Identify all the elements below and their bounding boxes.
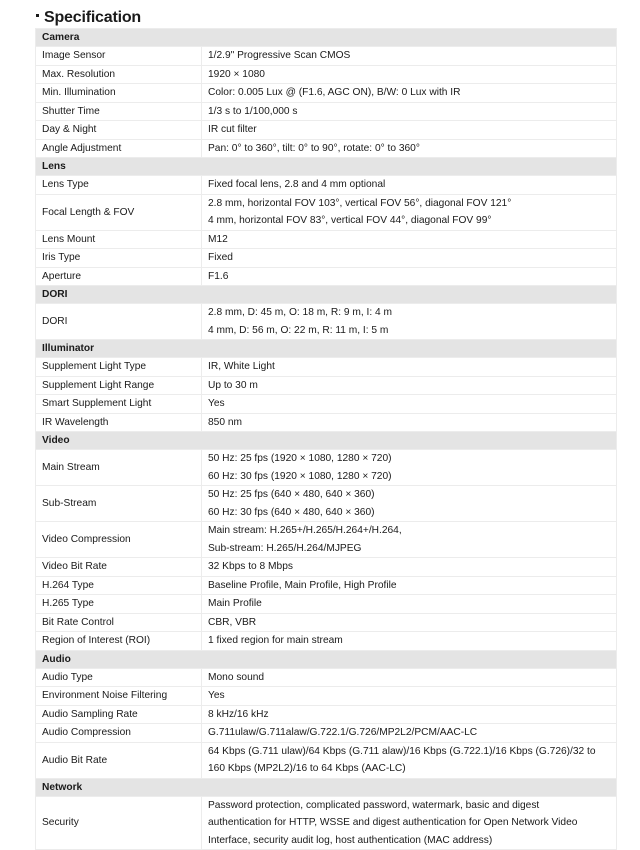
spec-value xyxy=(202,413,617,432)
spec-value-line: F1.6 xyxy=(208,270,229,282)
spec-value-line: 50 Hz: 25 fps (640 × 480, 640 × 360) xyxy=(208,489,375,500)
spec-value xyxy=(202,230,617,249)
table-row xyxy=(36,395,617,414)
spec-value xyxy=(202,668,617,687)
spec-value-line: Main stream: H.265+/H.265/H.264+/H.264, xyxy=(208,525,402,536)
spec-label: Angle Adjustment xyxy=(36,139,202,158)
spec-value-line: 1920 × 1080 xyxy=(208,68,265,80)
spec-value-line: 60 Hz: 30 fps (1920 × 1080, 1280 × 720) xyxy=(208,470,392,482)
table-row xyxy=(36,576,617,595)
spec-label: Supplement Light Type xyxy=(36,358,202,377)
spec-label: Supplement Light Range xyxy=(36,376,202,395)
table-row xyxy=(36,450,617,486)
spec-value xyxy=(202,194,617,230)
table-row xyxy=(36,176,617,195)
section-header xyxy=(36,158,617,176)
spec-value-line: M12 xyxy=(208,233,228,245)
spec-value xyxy=(202,304,617,340)
spec-value xyxy=(202,595,617,614)
section-title: Network xyxy=(36,778,617,796)
table-row xyxy=(36,742,617,778)
spec-value-line: Yes xyxy=(208,690,225,701)
spec-value-line: 64 Kbps (G.711 ulaw)/64 Kbps (G.711 alaw)/16 Kbps (G.722.1)/16 Kbps (G.726)/32 to xyxy=(208,745,596,757)
spec-value xyxy=(202,358,617,377)
spec-label: Aperture xyxy=(36,267,202,286)
spec-value-line: CBR, VBR xyxy=(208,616,257,628)
spec-value xyxy=(202,102,617,121)
spec-label: Lens Type xyxy=(36,176,202,195)
spec-value-line: 50 Hz: 25 fps (1920 × 1080, 1280 × 720) xyxy=(208,453,392,464)
table-row xyxy=(36,121,617,140)
spec-value-line: 4 mm, D: 56 m, O: 22 m, R: 11 m, I: 5 m xyxy=(208,324,389,336)
section-header xyxy=(36,778,617,796)
spec-value-line: Main Profile xyxy=(208,598,262,609)
table-row xyxy=(36,613,617,632)
specification-table xyxy=(35,28,617,850)
spec-value-line: G.711ulaw/G.711alaw/G.722.1/G.726/MP2L2/PCM/AAC-LC xyxy=(208,727,478,738)
section-header xyxy=(36,340,617,358)
spec-value-line: Baseline Profile, Main Profile, High Profile xyxy=(208,579,397,591)
table-row xyxy=(36,724,617,743)
spec-label: Audio Bit Rate xyxy=(36,742,202,778)
spec-label: Environment Noise Filtering xyxy=(36,687,202,706)
spec-value-line: 160 Kbps (MP2L2)/16 to 64 Kbps (AAC-LC) xyxy=(208,763,406,774)
spec-label: Max. Resolution xyxy=(36,65,202,84)
section-header xyxy=(36,286,617,304)
table-row xyxy=(36,558,617,577)
spec-label: Bit Rate Control xyxy=(36,613,202,632)
table-row xyxy=(36,796,617,850)
table-row xyxy=(36,595,617,614)
spec-label: Video Compression xyxy=(36,522,202,558)
spec-value xyxy=(202,522,617,558)
section-title: Lens xyxy=(36,158,617,176)
spec-value xyxy=(202,376,617,395)
spec-value xyxy=(202,742,617,778)
table-row xyxy=(36,632,617,651)
spec-label: Main Stream xyxy=(36,450,202,486)
spec-label: Region of Interest (ROI) xyxy=(36,632,202,651)
spec-value-line: 1 fixed region for main stream xyxy=(208,635,343,646)
spec-value xyxy=(202,65,617,84)
section-title: Illuminator xyxy=(36,340,617,358)
spec-label: IR Wavelength xyxy=(36,413,202,432)
spec-value-line: 2.8 mm, horizontal FOV 103°, vertical FOV 56°, diagonal FOV 121° xyxy=(208,197,512,209)
spec-value-line: 8 kHz/16 kHz xyxy=(208,708,269,720)
spec-value xyxy=(202,724,617,743)
table-row xyxy=(36,267,617,286)
spec-label: Day & Night xyxy=(36,121,202,140)
spec-value-line: 1/2.9" Progressive Scan CMOS xyxy=(208,50,351,61)
spec-value-line: 2.8 mm, D: 45 m, O: 18 m, R: 9 m, I: 4 m xyxy=(208,307,392,318)
section-header xyxy=(36,650,617,668)
table-row xyxy=(36,139,617,158)
spec-label: Audio Type xyxy=(36,668,202,687)
spec-value xyxy=(202,687,617,706)
spec-value xyxy=(202,121,617,140)
spec-value-line: 1/3 s to 1/100,000 s xyxy=(208,105,298,117)
spec-label: Min. Illumination xyxy=(36,84,202,103)
table-row xyxy=(36,84,617,103)
table-row xyxy=(36,376,617,395)
spec-label: Sub-Stream xyxy=(36,486,202,522)
spec-value xyxy=(202,47,617,66)
spec-label: Iris Type xyxy=(36,249,202,268)
spec-value-line: Sub-stream: H.265/H.264/MJPEG xyxy=(208,542,362,554)
spec-label: Shutter Time xyxy=(36,102,202,121)
spec-value xyxy=(202,84,617,103)
spec-value-line: 850 nm xyxy=(208,416,242,428)
table-row xyxy=(36,249,617,268)
spec-value-line: Fixed focal lens, 2.8 and 4 mm optional xyxy=(208,179,386,190)
table-row xyxy=(36,358,617,377)
spec-value xyxy=(202,613,617,632)
spec-value-line: Interface, security audit log, host authentication (MAC address) xyxy=(208,834,493,846)
table-row xyxy=(36,486,617,522)
spec-label: Audio Compression xyxy=(36,724,202,743)
spec-label: Smart Supplement Light xyxy=(36,395,202,414)
table-row xyxy=(36,304,617,340)
spec-value xyxy=(202,395,617,414)
spec-value xyxy=(202,705,617,724)
spec-value xyxy=(202,796,617,850)
section-title: Camera xyxy=(36,29,617,47)
spec-value xyxy=(202,632,617,651)
spec-label: Focal Length & FOV xyxy=(36,194,202,230)
spec-value-line: 60 Hz: 30 fps (640 × 480, 640 × 360) xyxy=(208,506,375,518)
table-row xyxy=(36,522,617,558)
spec-value xyxy=(202,576,617,595)
table-row xyxy=(36,230,617,249)
spec-label: Lens Mount xyxy=(36,230,202,249)
table-row xyxy=(36,65,617,84)
spec-value-line: Fixed xyxy=(208,252,233,263)
table-row xyxy=(36,705,617,724)
spec-label: H.264 Type xyxy=(36,576,202,595)
spec-value-line: Mono sound xyxy=(208,671,265,683)
spec-value-line: Yes xyxy=(208,398,225,409)
spec-label: Security xyxy=(36,796,202,850)
table-row xyxy=(36,194,617,230)
spec-value xyxy=(202,267,617,286)
spec-label: Video Bit Rate xyxy=(36,558,202,577)
spec-value-line: Password protection, complicated password, watermark, basic and digest xyxy=(208,799,540,811)
spec-value xyxy=(202,176,617,195)
spec-value xyxy=(202,486,617,522)
spec-label: Image Sensor xyxy=(36,47,202,66)
page-title xyxy=(36,8,141,28)
table-row xyxy=(36,47,617,66)
section-header xyxy=(36,29,617,47)
spec-value-line: authentication for HTTP, WSSE and digest authentication for Open Network Video xyxy=(208,817,578,828)
bullet-icon xyxy=(36,14,39,17)
spec-value-line: IR cut filter xyxy=(208,124,257,135)
spec-value-line: Up to 30 m xyxy=(208,379,258,391)
spec-value-line: IR, White Light xyxy=(208,361,275,372)
spec-value-line: 4 mm, horizontal FOV 83°, vertical FOV 44°, diagonal FOV 99° xyxy=(208,215,492,226)
page-title-text: Specification xyxy=(44,9,141,26)
spec-value-line: Color: 0.005 Lux @ (F1.6, AGC ON), B/W: 0 Lux with IR xyxy=(208,87,461,98)
table-row xyxy=(36,413,617,432)
spec-value-line: 32 Kbps to 8 Mbps xyxy=(208,561,293,572)
spec-value xyxy=(202,450,617,486)
table-row xyxy=(36,687,617,706)
spec-label: H.265 Type xyxy=(36,595,202,614)
section-title: Audio xyxy=(36,650,617,668)
table-row xyxy=(36,102,617,121)
section-title: DORI xyxy=(36,286,617,304)
table-row xyxy=(36,668,617,687)
section-title: Video xyxy=(36,432,617,450)
spec-value-line: Pan: 0° to 360°, tilt: 0° to 90°, rotate: 0° to 360° xyxy=(208,142,420,154)
spec-label: DORI xyxy=(36,304,202,340)
spec-value xyxy=(202,139,617,158)
spec-label: Audio Sampling Rate xyxy=(36,705,202,724)
section-header xyxy=(36,432,617,450)
spec-value xyxy=(202,249,617,268)
spec-value xyxy=(202,558,617,577)
